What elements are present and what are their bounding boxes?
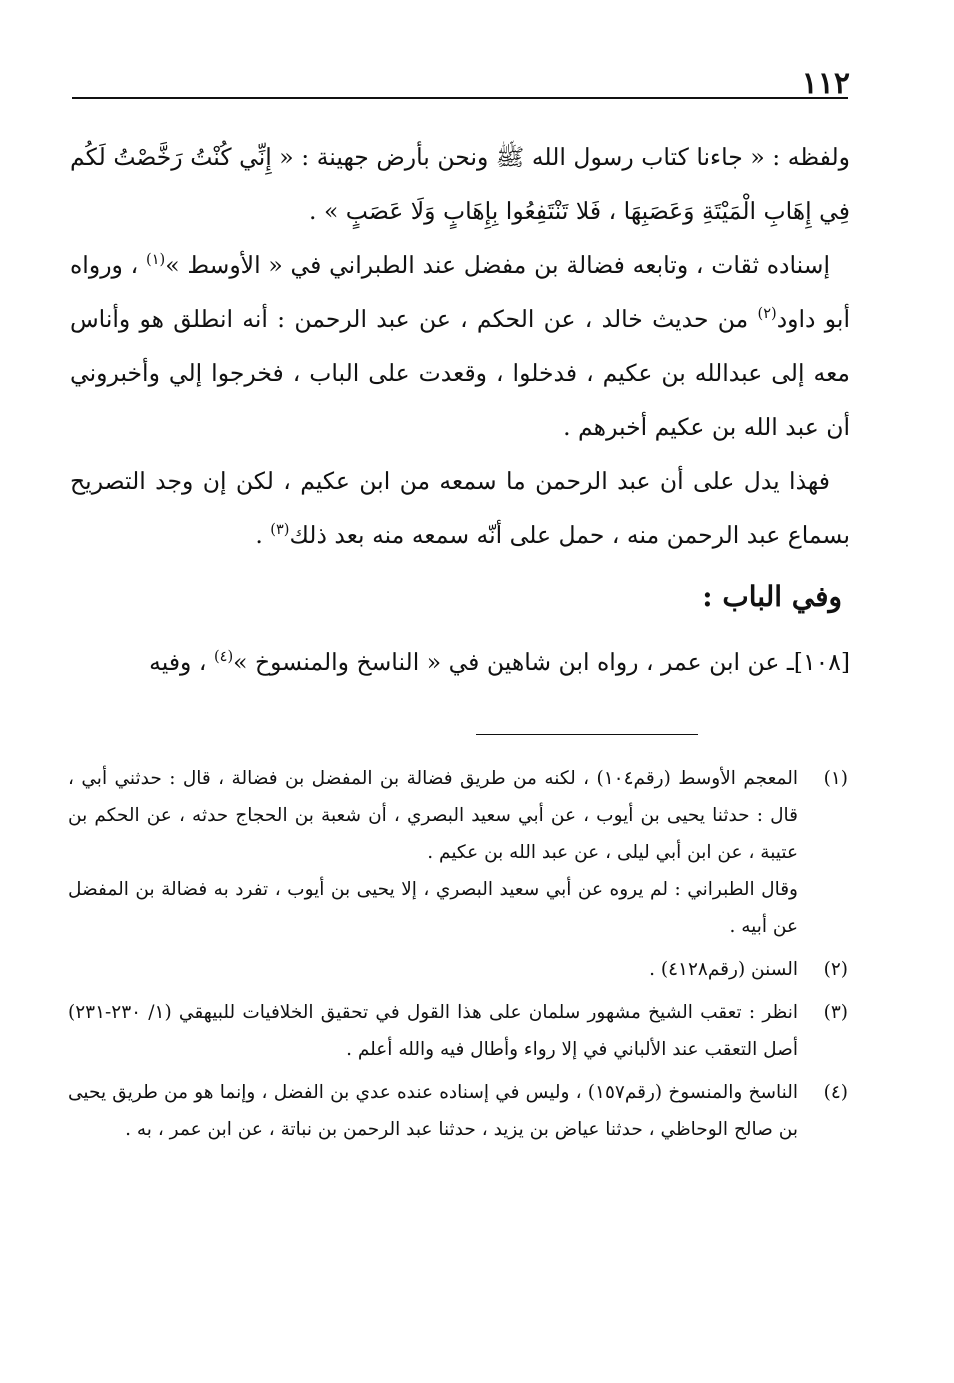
main-text <box>70 130 850 562</box>
paragraph-1: ولفظه : « جاءنا كتاب رسول الله ﷺ ونحن بأرض جهينة : « إِنِّي كُنْتُ رَخَّصْتُ لَكُم فِي إِهَابِ الْمَيْتَةِ وَعَصَبِهَا ، فَلا تَنْتَفِعُوا بِإِهَابٍ وَلَا عَصَبٍ » . <box>70 143 850 225</box>
paragraph-3-end: . <box>255 521 271 549</box>
footnote-number: (٢) <box>823 959 848 980</box>
footnote-1-text-2: وقال الطبراني : لم يروه عن أبي سعيد البصري ، إلا يحيى بن أيوب ، تفرد به فضالة بن المفضل عن أبيه . <box>68 879 798 937</box>
footnote-4-text: الناسخ والمنسوخ (رقم١٥٧) ، وليس في إسناده عنده عدي بن الفضل ، وإنما هو من طريق يحيى بن صالح الوحاظي ، حدثنا عياض بن يزيد ، حدثنا عبد الرحمن بن نباتة ، عن ابن عمر ، به . <box>68 1082 798 1140</box>
paragraph-2-part-2: ، ورواه أبو داود <box>70 251 850 333</box>
header-rule <box>72 97 848 99</box>
paragraph-3 <box>70 454 850 562</box>
footnote-4 <box>68 1074 848 1148</box>
footnote-3-text: انظر : تعقب الشيخ مشهور سلمان على هذا القول في تحقيق الخلافيات للبيهقي (١/ ٢٣٠-٢٣١) أصل التعقب عند الألباني في إلا رواء وأطال فيه والله أعلم . <box>68 1002 798 1060</box>
paragraph-3-text: فهذا يدل على أن عبد الرحمن ما سمعه من ابن عكيم ، لكن إن وجد التصريح بسماع عبد الرحمن منه ، حمل على أنّه سمعه منه بعد ذلك <box>70 467 850 549</box>
footnote-ref-2: (٢) <box>757 305 777 323</box>
paragraph-2-part-1: إسناده ثقات ، وتابعه فضالة بن مفضل عند الطبراني في « الأوسط » <box>165 251 830 279</box>
item-108 <box>70 635 850 689</box>
footnote-1 <box>68 760 848 945</box>
footnote-2 <box>68 951 848 988</box>
footnote-number: (٣) <box>823 1002 848 1023</box>
footnote-ref-1: (١) <box>146 251 166 269</box>
footnote-3 <box>68 994 848 1068</box>
paragraph-2 <box>70 238 850 454</box>
footnotes <box>68 760 848 1154</box>
footnote-ref-3: (٣) <box>270 521 290 539</box>
footnote-2-text: السنن (رقم٤١٢٨) . <box>649 959 798 980</box>
page-number: ١١٢ <box>801 66 850 101</box>
footnote-number: (٤) <box>823 1082 848 1103</box>
section-heading: وفي الباب : <box>702 580 842 613</box>
footnote-1-text-1: المعجم الأوسط (رقم١٠٤) ، لكنه من طريق فضالة بن المفضل بن فضالة ، قال : حدثني أبي ، قال : حدثنا يحيى بن أيوب ، عن أبي سعيد البصري ، أن شعبة بن الحجاج حدثه ، عن الحكم بن عتيبة ، عن ابن أبي ليلى ، عن عبد الله بن عكيم . <box>68 768 798 863</box>
item-108-text: [١٠٨]ـ عن ابن عمر ، رواه ابن شاهين في « الناسخ والمنسوخ » <box>233 648 850 676</box>
footnote-separator <box>476 734 698 735</box>
paragraph-2-part-3: من حديث خالد ، عن الحكم ، عن عبد الرحمن : أنه انطلق هو وأناس معه إلى عبدالله بن عكيم ، فدخلوا ، وقعدت على الباب ، فخرجوا إلي وأخبروني أن عبد الله بن عكيم أخبرهم . <box>70 305 850 441</box>
item-108-end: ، وفيه <box>149 648 214 676</box>
footnote-number: (١) <box>823 768 848 789</box>
footnote-ref-4: (٤) <box>213 648 234 666</box>
